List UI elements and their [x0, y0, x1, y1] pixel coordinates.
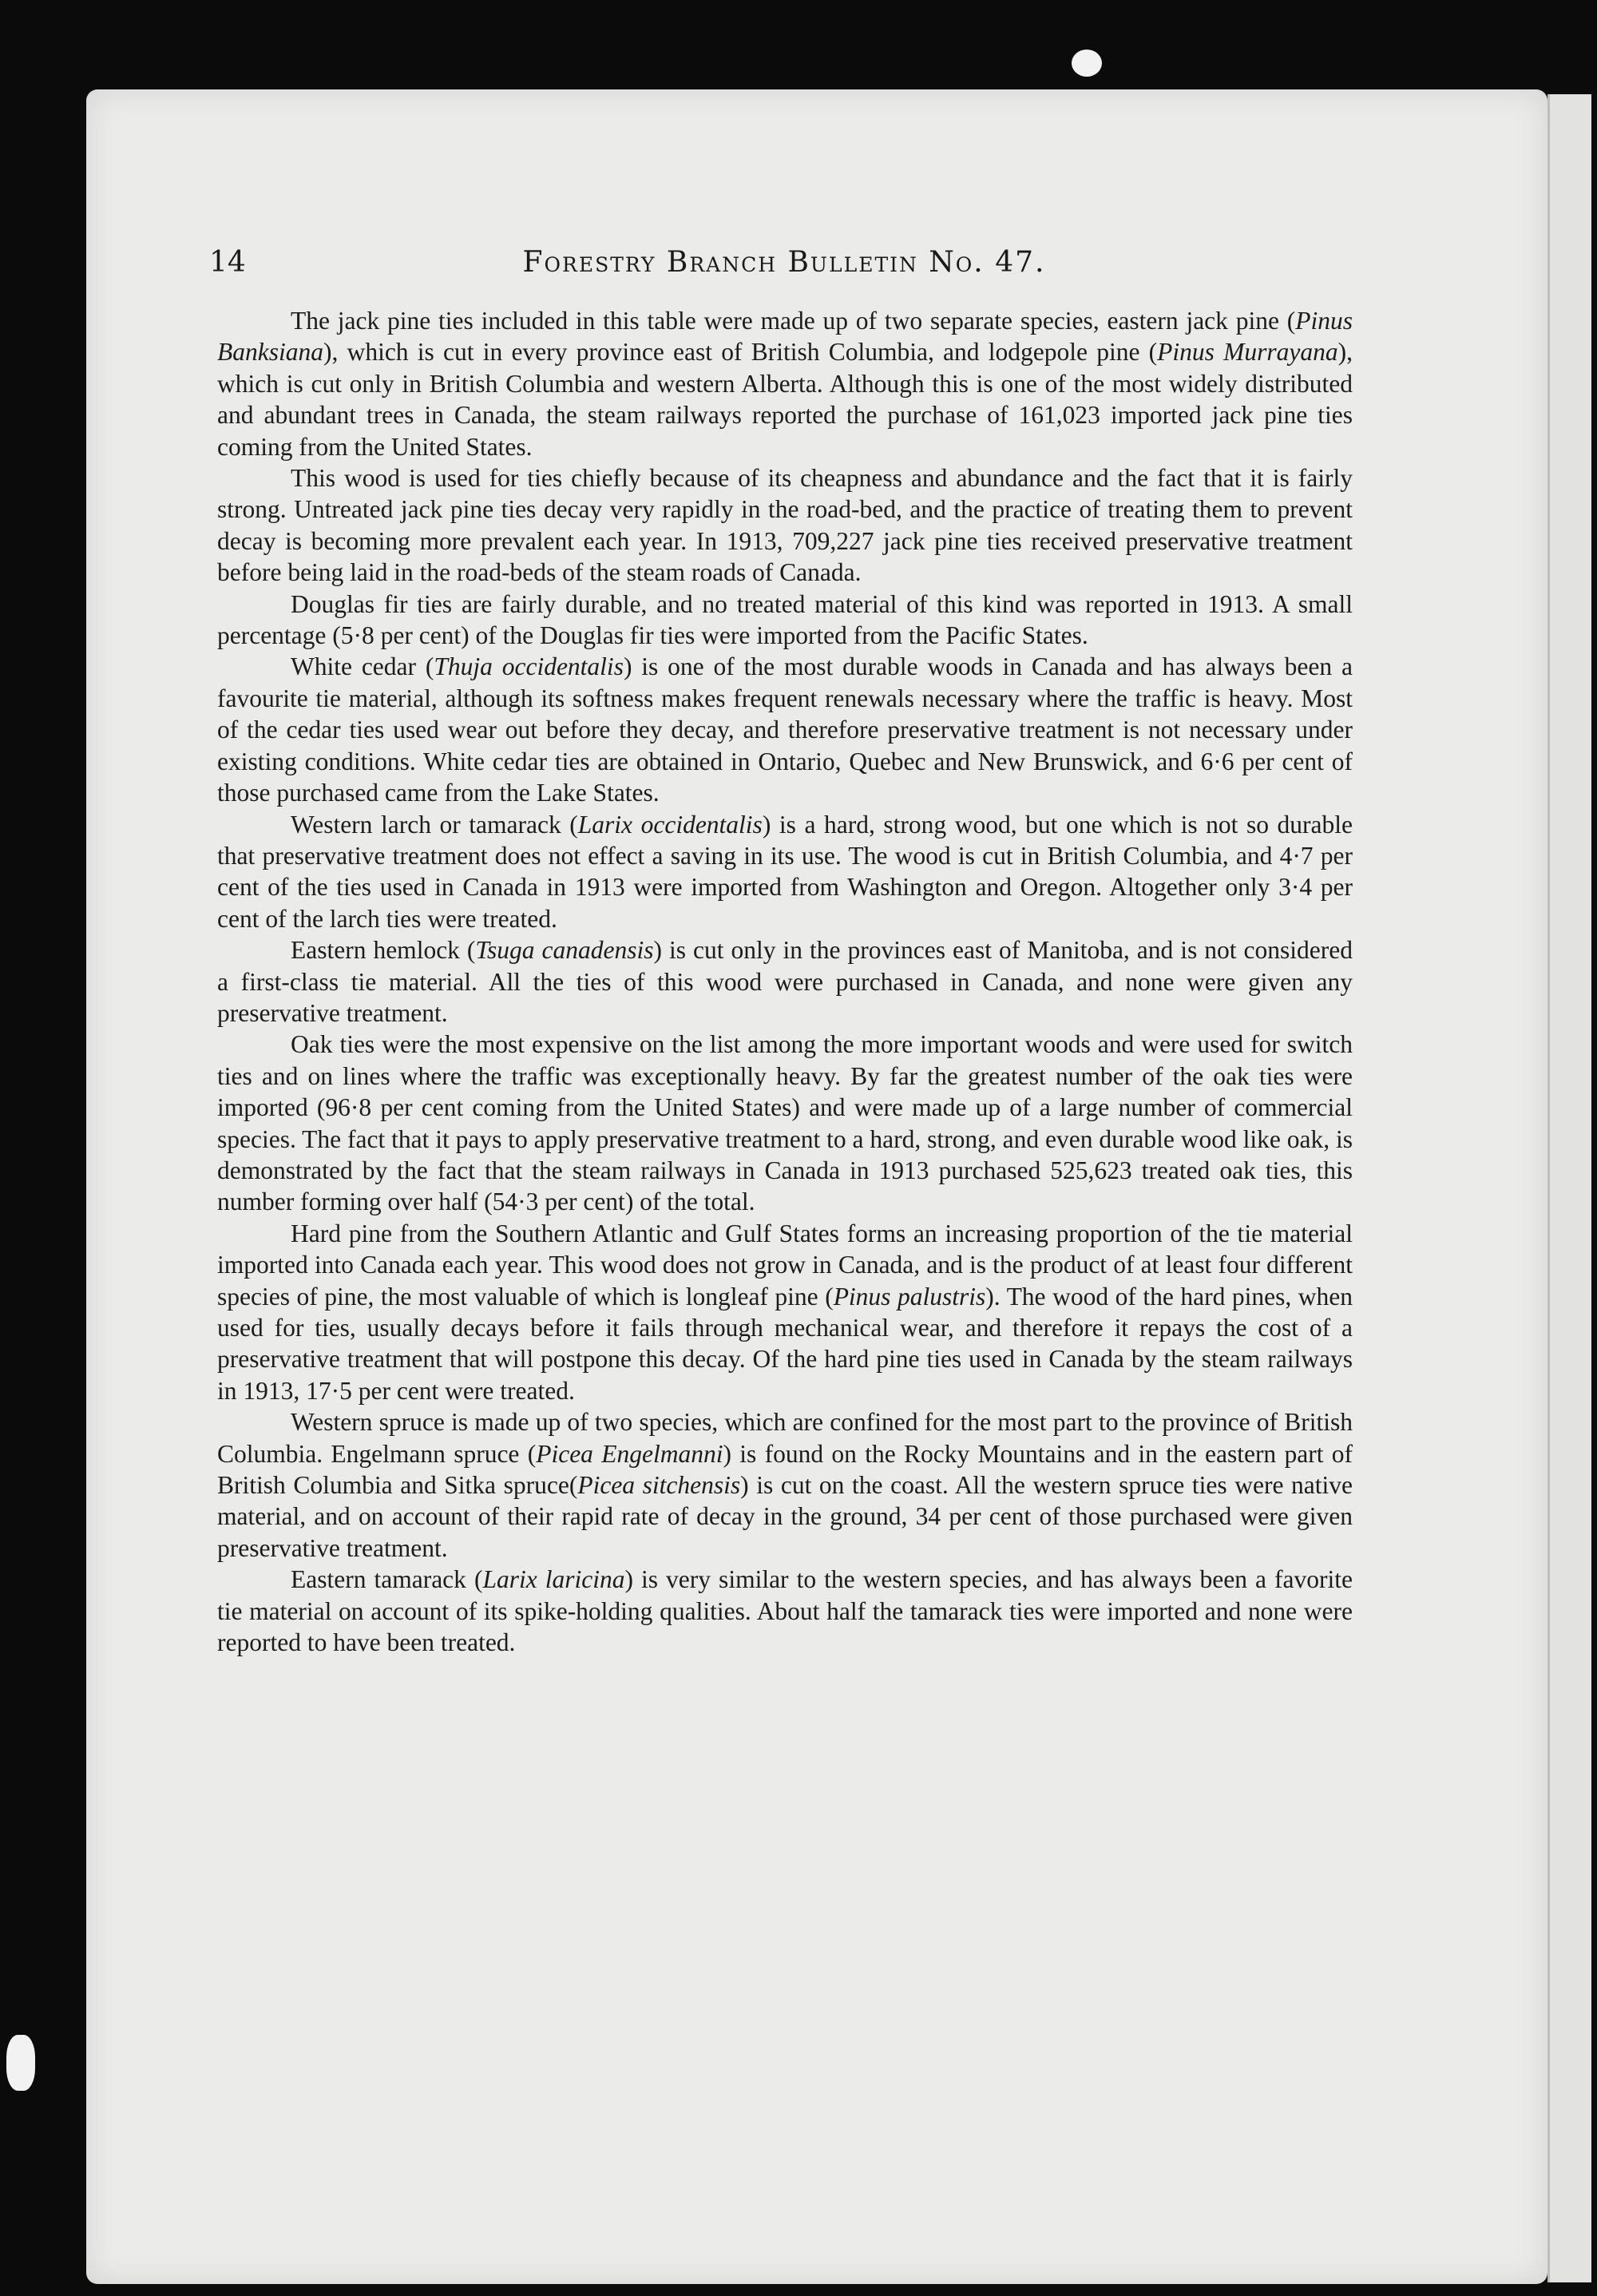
paragraph-oak — [217, 1029, 1353, 1217]
paragraph-white-cedar — [217, 651, 1353, 808]
text-run: Eastern tamarack ( — [291, 1565, 483, 1594]
page-number: 14 — [209, 246, 246, 279]
text-run: Western spruce is made up of two species, which are confined for the most part to the province of British Columbia. Engelmann spruce ( — [217, 1408, 1353, 1468]
species-name: Tsuga canadensis — [475, 936, 654, 965]
species-name: Picea sitchensis — [577, 1471, 741, 1500]
paragraph-western-spruce — [217, 1406, 1353, 1564]
species-name: Thuja occidentalis — [434, 652, 624, 681]
running-head: Forestry Branch Bulletin No. 47. — [522, 246, 1046, 279]
text-run: Oak ties were the most expensive on the list among the more important woods and were used for switch ties and on lines where the traffic was exceptionally heavy. By far the greatest number of the oak ties were imported (96·8 per cent coming from the United States) and were made up of a large number of commercial species. The fact that it pays to apply preservative treatment to a hard, strong, and even durable wood like oak, is demonstrated by the fact that the steam railways in Canada in 1913 purchased 525,623 treated oak ties, this number forming over half (54·3 per cent) of the total. — [217, 1030, 1353, 1216]
text-run: ) is one of the most durable woods in Canada and has always been a favourite tie material, although its softness makes frequent renewals necessary where the traffic is heavy. Most of the cedar ties used wear out before they decay, and therefore preservative treatment is not necessary under existing conditions. White cedar ties are obtained in Ontario, Quebec and New Brunswick, and 6·6 per cent of those purchased came from the Lake States. — [217, 652, 1353, 807]
text-run: ) is cut only in the provinces east of Manitoba, and is not considered a first-class tie material. All the ties of this wood were purchased in Canada, and none were given any preservative treatment. — [217, 936, 1353, 1027]
text-run: ), which is cut only in British Columbia and western Alberta. Although this is one of the most widely distributed and abundant trees in Canada, the steam railways reported the purchase of 161,023 imported jack pine ties coming from the United States. — [217, 338, 1353, 461]
species-name: Pinus palustris — [833, 1282, 986, 1311]
species-name: Pinus Murrayana — [1157, 338, 1338, 367]
text-run: Douglas fir ties are fairly durable, and no treated material of this kind was reported in 1913. A small percentage (5·8 per cent) of the Douglas fir ties were imported from the Pacific States. — [217, 589, 1353, 650]
text-run: Eastern hemlock ( — [291, 936, 476, 965]
text-run: ) is very similar to the western species, and has always been a favorite tie material on account of its spike-holding qualities. About half the tamarack ties were imported and none were reported to have been treated. — [217, 1565, 1353, 1657]
text-run: ). The wood of the hard pines, when used for ties, usually decays before it fails through mechanical wear, and therefore it repays the cost of a preservative treatment that will postpone this decay. Of the hard pine ties used in Canada by the steam railways in 1913, 17·5 per cent were treated. — [217, 1282, 1353, 1405]
text-run: ), which is cut in every province east of British Columbia, and lodgepole pine ( — [323, 338, 1158, 367]
paragraph-eastern-tamarack — [217, 1564, 1353, 1658]
paragraph-hard-pine — [217, 1218, 1353, 1406]
scan-blot-left — [6, 2035, 35, 2091]
page-header — [209, 246, 1359, 286]
paragraph-douglas-fir — [217, 589, 1353, 652]
species-name: Larix laricina — [482, 1565, 625, 1594]
species-name: Pinus Banksiana — [217, 307, 1353, 367]
paragraph-jack-pine — [217, 305, 1353, 462]
text-run: Western larch or tamarack ( — [291, 810, 578, 839]
species-name: Larix occidentalis — [577, 810, 763, 839]
facing-page-edge — [1547, 94, 1591, 2282]
body-text — [217, 305, 1353, 1658]
scan-blot-top — [1072, 50, 1102, 77]
text-run: The jack pine ties included in this table were made up of two separate species, eastern jack pine ( — [291, 307, 1296, 335]
text-run: This wood is used for ties chiefly because of its cheapness and abundance and the fact that it is fairly strong. Untreated jack pine ties decay very rapidly in the road-bed, and the practice of treating them to prevent decay is becoming more prevalent each year. In 1913, 709,227 jack pine ties received preservative treatment before being laid in the road-beds of the steam roads of Canada. — [217, 464, 1353, 587]
species-name: Picea Engelmanni — [536, 1439, 723, 1468]
text-run: White cedar ( — [291, 652, 434, 681]
text-run: ) is found on the Rocky Mountains and in the eastern part of British Columbia and Sitka spruce( — [217, 1439, 1353, 1500]
text-run: ) is cut on the coast. All the western spruce ties were native material, and on account of their rapid rate of decay in the ground, 34 per cent of those purchased were given preservative treatment. — [217, 1471, 1353, 1562]
paragraph-eastern-hemlock — [217, 934, 1353, 1029]
paragraph-western-larch — [217, 809, 1353, 935]
text-run: Hard pine from the Southern Atlantic and Gulf States forms an increasing proportion of the tie material imported into Canada each year. This wood does not grow in Canada, and is the product of at least four different species of pine, the most valuable of which is longleaf pine ( — [217, 1219, 1353, 1311]
text-run: ) is a hard, strong wood, but one which is not so durable that preservative treatment does not effect a saving in its use. The wood is cut in British Columbia, and 4·7 per cent of the ties used in Canada in 1913 were imported from Washington and Oregon. Altogether only 3·4 per cent of the larch ties were treated. — [217, 810, 1353, 933]
paragraph-jack-pine-use — [217, 462, 1353, 589]
